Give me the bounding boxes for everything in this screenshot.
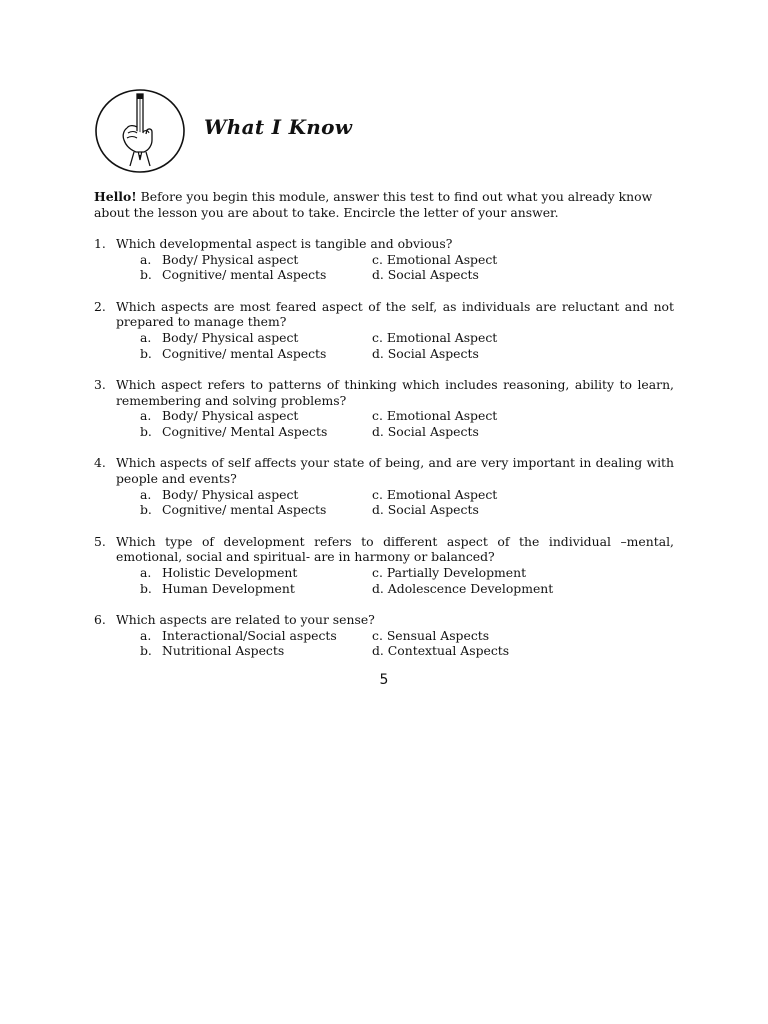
question-number: 1. [94,236,106,251]
question-number: 6. [94,611,106,627]
question-text: Which aspects are related to your sense? [116,611,375,627]
option-c[interactable]: c. Emotional Aspect [372,330,498,346]
option-b[interactable]: b. Cognitive/ mental Aspects [140,267,327,283]
question-item [94,455,674,518]
option-a[interactable]: a. Body/ Physical aspect [140,486,299,502]
option-b[interactable]: b. Nutritional Aspects [140,643,285,659]
option-d[interactable]: d. Social Aspects [372,502,479,518]
question-text: Which aspects of self affects your state of being, and are very important in dealing with people and events? [116,455,674,486]
intro-greeting: Hello! [94,189,137,204]
question-text: Which developmental aspect is tangible and obvious? [116,236,453,251]
question-number: 3. [94,376,106,392]
question-item [94,377,674,440]
option-d[interactable]: d. Social Aspects [372,267,479,283]
question-text: Which aspects are most feared aspect of the self, as individuals are reluctant and not prepared to manage them? [116,298,674,330]
question-item [94,299,674,362]
option-c[interactable]: c. Emotional Aspect [372,251,498,267]
question-item [94,534,674,597]
intro-text: Before you begin this module, answer this test to find out what you already know about the lesson you are about to take. Encircle the letter of your answer. [94,189,653,220]
hand-holding-pencil-icon [94,88,186,174]
question-text: Which type of development refers to different aspect of the individual –mental, emotional, social and spiritual- are in harmony or balanced? [116,533,674,565]
option-b[interactable]: b. Cognitive/ mental Aspects [140,345,327,361]
option-c[interactable]: c. Sensual Aspects [372,627,490,643]
answer-options [94,408,674,439]
option-c[interactable]: c. Emotional Aspect [372,486,498,502]
answer-options [94,252,674,283]
option-a[interactable]: a. Holistic Development [140,564,298,580]
answer-options [94,330,674,361]
question-number: 2. [94,298,106,314]
question-number: 5. [94,533,106,549]
question-number: 4. [94,455,106,471]
option-d[interactable]: d. Contextual Aspects [372,643,510,659]
option-b[interactable]: b. Cognitive/ Mental Aspects [140,424,328,440]
option-a[interactable]: a. Body/ Physical aspect [140,251,299,267]
option-c[interactable]: c. Partially Development [372,564,527,580]
option-b[interactable]: b. Cognitive/ mental Aspects [140,502,327,518]
option-a[interactable]: a. Body/ Physical aspect [140,330,299,346]
answer-options [94,565,674,596]
option-a[interactable]: a. Interactional/Social aspects [140,627,337,643]
question-text: Which aspect refers to patterns of thinking which includes reasoning, ability to learn, remembering and solving problems? [116,376,674,408]
question-item [94,612,674,659]
page-number: 5 [379,672,389,688]
option-a[interactable]: a. Body/ Physical aspect [140,408,299,424]
option-d[interactable]: d. Adolescence Development [372,580,554,596]
answer-options [94,487,674,518]
option-c[interactable]: c. Emotional Aspect [372,408,498,424]
option-b[interactable]: b. Human Development [140,580,295,596]
option-d[interactable]: d. Social Aspects [372,345,479,361]
answer-options [94,628,674,659]
question-item [94,236,674,283]
section-title: What I Know [204,115,353,139]
question-list [94,236,674,674]
option-d[interactable]: d. Social Aspects [372,424,479,440]
instructions-paragraph [94,189,674,221]
